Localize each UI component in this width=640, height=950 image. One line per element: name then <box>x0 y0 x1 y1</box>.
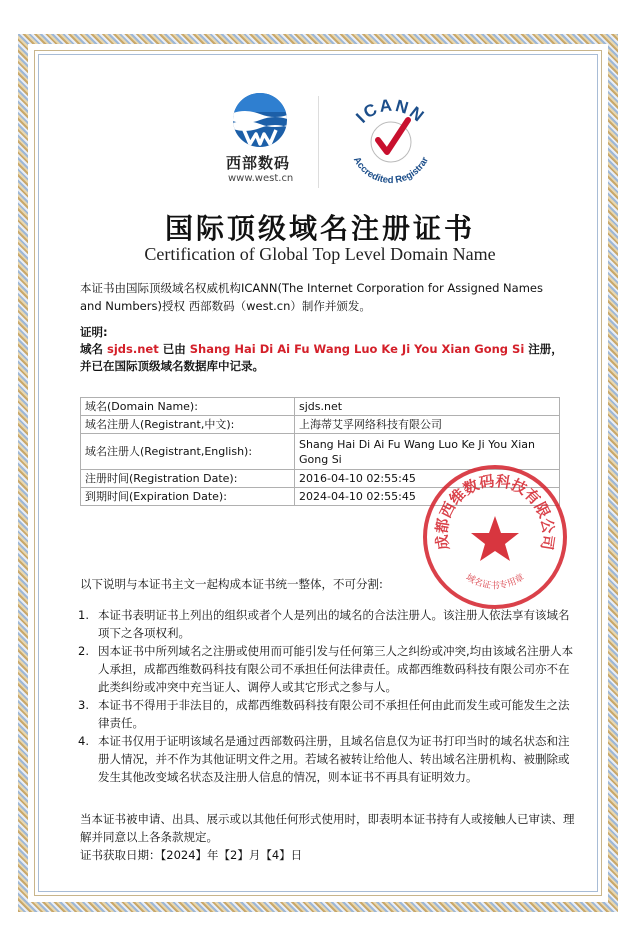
table-value: 2024-04-10 02:55:45 <box>295 488 560 506</box>
proof-domain: sjds.net <box>107 342 159 356</box>
table-key: 域名注册人(Registrant,English): <box>81 434 295 470</box>
west-logo-url: www.west.cn <box>228 173 294 184</box>
note-text: 本证书不得用于非法目的，成都西维数码科技有限公司不承担任何由此而发生或可能发生之法律责任。 <box>98 698 570 730</box>
west-logo-icon <box>230 90 290 150</box>
table-key: 到期时间(Expiration Date): <box>81 488 295 506</box>
table-row <box>81 398 560 416</box>
note-number: 3. <box>78 698 89 712</box>
table-key: 域名注册人(Registrant,中文): <box>81 416 295 434</box>
notes-list <box>78 606 574 786</box>
icann-seal-icon <box>336 90 446 190</box>
icann-text: ICANN <box>352 95 429 127</box>
table-key: 注册时间(Registration Date): <box>81 470 295 488</box>
proof-label: 证明: <box>80 325 108 339</box>
table-value: 2016-04-10 02:55:45 <box>295 470 560 488</box>
proof-registrant: Shang Hai Di Ai Fu Wang Luo Ke Ji You Xian Gong Si <box>189 342 525 356</box>
table-key: 域名(Domain Name): <box>81 398 295 416</box>
note-text: 本证书仅用于证明该域名是通过西部数码注册，且域名信息仅为证书打印当时的域名状态和注册人情况，并不作为其他证明文件之用。若域名被转让给他人、转出域名注册机构、被删除或发生其他改变域名状态及注册人信息的情况，则本证书不再具有证明效力。 <box>98 734 570 784</box>
list-item <box>78 606 574 642</box>
proof-prefix: 域名 <box>80 342 108 356</box>
certificate-subtitle: Certification of Global Top Level Domain Name <box>144 244 496 264</box>
proof-section <box>80 324 570 375</box>
list-item <box>78 696 574 732</box>
proof-statement <box>80 341 570 375</box>
logo-area <box>0 90 640 200</box>
list-item <box>78 642 574 696</box>
icann-logo <box>336 90 446 190</box>
note-text: 因本证书中所列域名之注册或使用而可能引发与任何第三人之纠纷或冲突,均由该域名注册人本人承担，成都西维数码科技有限公司不承担任何法律责任。成都西维数码科技有限公司亦不在此类纠纷或冲突中充当证人、调停人或其它形式之参与人。 <box>98 644 574 694</box>
notes-heading: 以下说明与本证书主文一起构成本证书统一整体，不可分割: <box>80 577 383 591</box>
list-item <box>78 732 574 786</box>
proof-suffix: 注册，并已在国际顶级域名数据库中记录。 <box>80 342 563 373</box>
note-number: 2. <box>78 644 89 658</box>
svg-text:Accredited Registrar <box>351 155 431 186</box>
note-text: 本证书表明证书上列出的组织或者个人是列出的域名的合法注册人。该注册人依法享有该域名项下之各项权利。 <box>98 608 570 640</box>
certificate-title: 国际顶级域名注册证书 <box>164 212 475 245</box>
table-row <box>81 416 560 434</box>
intro-paragraph: 本证书由国际顶级域名权威机构ICANN(The Internet Corporation for Assigned Names and Numbers)授权 西部数码（west.cn）制作并颁发。 <box>80 281 543 313</box>
table-value: Shang Hai Di Ai Fu Wang Luo Ke Ji You Xian Gong Si <box>295 434 560 470</box>
table-value: 上海蒂艾孚网络科技有限公司 <box>295 416 560 434</box>
svg-text:域名证书专用章 <box>464 571 526 591</box>
logo-divider <box>318 96 319 188</box>
seal-stamp-icon <box>420 462 570 612</box>
proof-mid: 已由 <box>158 342 190 356</box>
table-value: sjds.net <box>295 398 560 416</box>
seal-bottom-text: 域名证书专用章 <box>463 572 527 592</box>
note-number: 4. <box>78 734 89 748</box>
icann-subtext: Accredited Registrar <box>350 155 432 187</box>
company-seal <box>420 462 570 612</box>
issue-date: 证书获取日期：【2024】年【2】月【4】日 <box>80 848 303 862</box>
closing-paragraph: 当本证书被申请、出具、展示或以其他任何形式使用时，即表明本证书持有人或接触人已审读、理解并同意以上各条款规定。 <box>80 812 575 844</box>
note-number: 1. <box>78 608 89 622</box>
seal-company: 成都西维数码科技有限公司 <box>432 471 558 552</box>
west-logo-name: 西部数码 <box>226 154 291 172</box>
